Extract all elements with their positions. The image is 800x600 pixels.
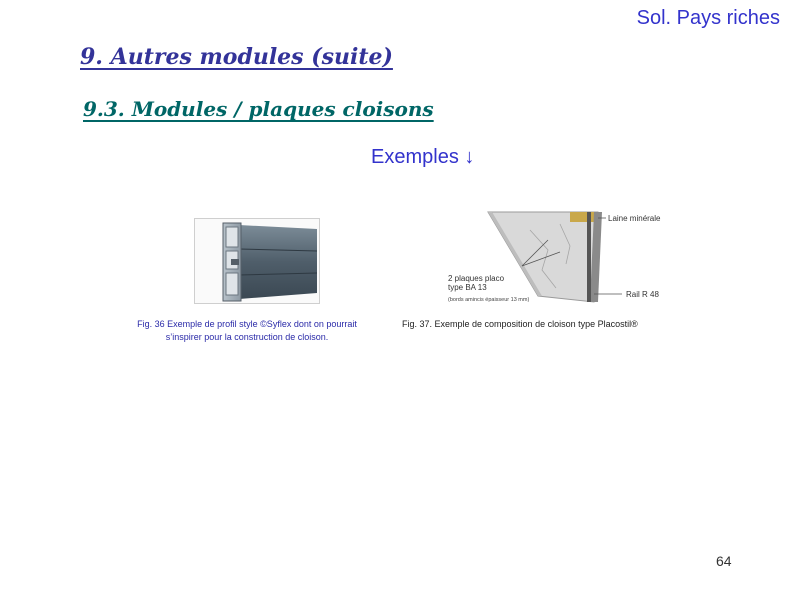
label-rail: Rail R 48 — [626, 290, 659, 299]
aluminium-profile-illustration — [195, 219, 319, 303]
label-plaques-note: (bords amincis épaisseur 13 mm) — [448, 297, 530, 303]
figure-36-caption: Fig. 36 Exemple de profil style ©Syflex dont on pourrait s’inspirer pour la construction de cloison. — [137, 319, 357, 342]
placostil-partition-illustration — [430, 210, 700, 306]
section-tag: Sol. Pays riches — [636, 7, 780, 29]
figure-36-profile-image — [194, 218, 320, 304]
figure-37-partition-diagram — [430, 210, 700, 306]
section-subtitle: 9.3. Modules / plaques cloisons — [83, 97, 434, 121]
label-plaques-line2: type BA 13 — [448, 283, 487, 292]
page-title: 9. Autres modules (suite) — [80, 44, 393, 70]
label-plaques-line1: 2 plaques placo — [448, 274, 505, 283]
examples-label: Exemples ↓ — [371, 146, 475, 168]
label-laine-minerale: Laine minérale — [608, 214, 661, 223]
figure-37-caption: Fig. 37. Exemple de composition de cloison type Placostil® — [402, 319, 638, 329]
page-number: 64 — [716, 553, 732, 569]
